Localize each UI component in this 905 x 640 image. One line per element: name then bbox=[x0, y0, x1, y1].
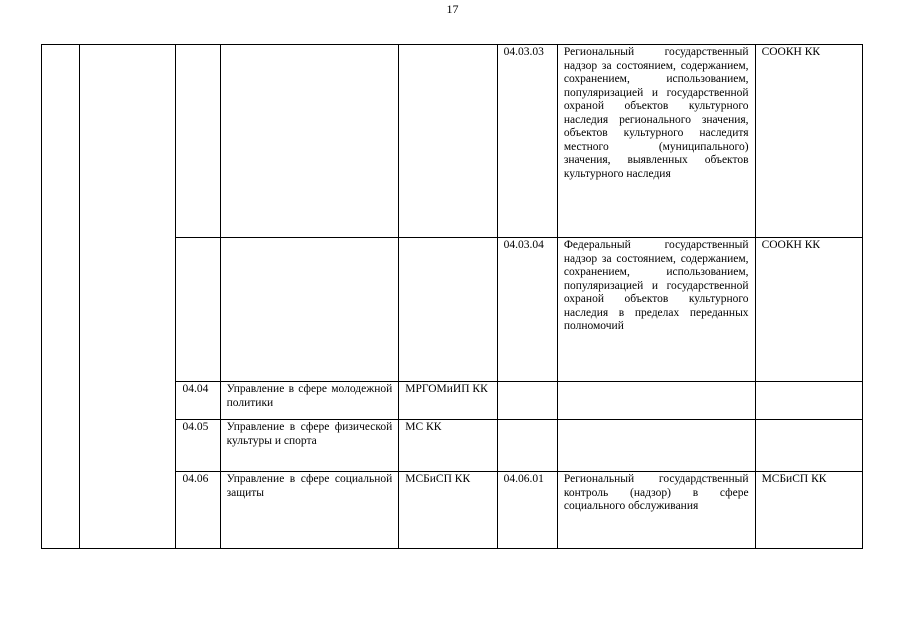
sub-name-cell: Региональный государственный надзор за состоянием, содержанием, сохранением, использованием, популяризацией и государственной охраной объектов культурного наследия регионального значения, объектов культурного наследитя местного (муниципального) значения, выявленных объектов культурного наследия bbox=[557, 45, 755, 238]
sub-code-cell: 04.03.04 bbox=[497, 238, 557, 382]
sub-code-cell: 04.03.03 bbox=[497, 45, 557, 238]
area-cell bbox=[220, 45, 399, 238]
sub-authority-cell bbox=[755, 382, 862, 420]
sub-authority-cell: СООКН КК bbox=[755, 45, 862, 238]
page-number: 17 bbox=[446, 2, 459, 16]
code-cell: 04.06 bbox=[176, 472, 220, 549]
authority-cell: МС КК bbox=[399, 420, 497, 472]
column-1-cell bbox=[42, 45, 80, 549]
code-cell: 04.05 bbox=[176, 420, 220, 472]
code-cell bbox=[176, 238, 220, 382]
area-cell: Управление в сфере молодежной политики bbox=[220, 382, 399, 420]
regulation-table bbox=[41, 44, 863, 549]
area-cell: Управление в сфере социальной защиты bbox=[220, 472, 399, 549]
column-2-cell bbox=[80, 45, 176, 549]
authority-cell bbox=[399, 45, 497, 238]
area-cell: Управление в сфере физической культуры и спорта bbox=[220, 420, 399, 472]
authority-cell: МРГОМиИП КК bbox=[399, 382, 497, 420]
sub-authority-cell bbox=[755, 420, 862, 472]
sub-code-cell bbox=[497, 382, 557, 420]
code-cell bbox=[176, 45, 220, 238]
sub-authority-cell: СООКН КК bbox=[755, 238, 862, 382]
sub-name-cell bbox=[557, 420, 755, 472]
sub-code-cell: 04.06.01 bbox=[497, 472, 557, 549]
authority-cell bbox=[399, 238, 497, 382]
code-cell: 04.04 bbox=[176, 382, 220, 420]
sub-name-cell: Федеральный государственный надзор за состоянием, содержанием, сохранением, использованием, популяризацией и государственной охраной объектов культурного наследия в пределах переданных полномочий bbox=[557, 238, 755, 382]
authority-cell: МСБиСП КК bbox=[399, 472, 497, 549]
sub-name-cell: Региональный государдственный контроль (надзор) в сфере социального обслуживания bbox=[557, 472, 755, 549]
sub-name-cell bbox=[557, 382, 755, 420]
area-cell bbox=[220, 238, 399, 382]
table-row bbox=[42, 45, 863, 238]
sub-code-cell bbox=[497, 420, 557, 472]
sub-authority-cell: МСБиСП КК bbox=[755, 472, 862, 549]
